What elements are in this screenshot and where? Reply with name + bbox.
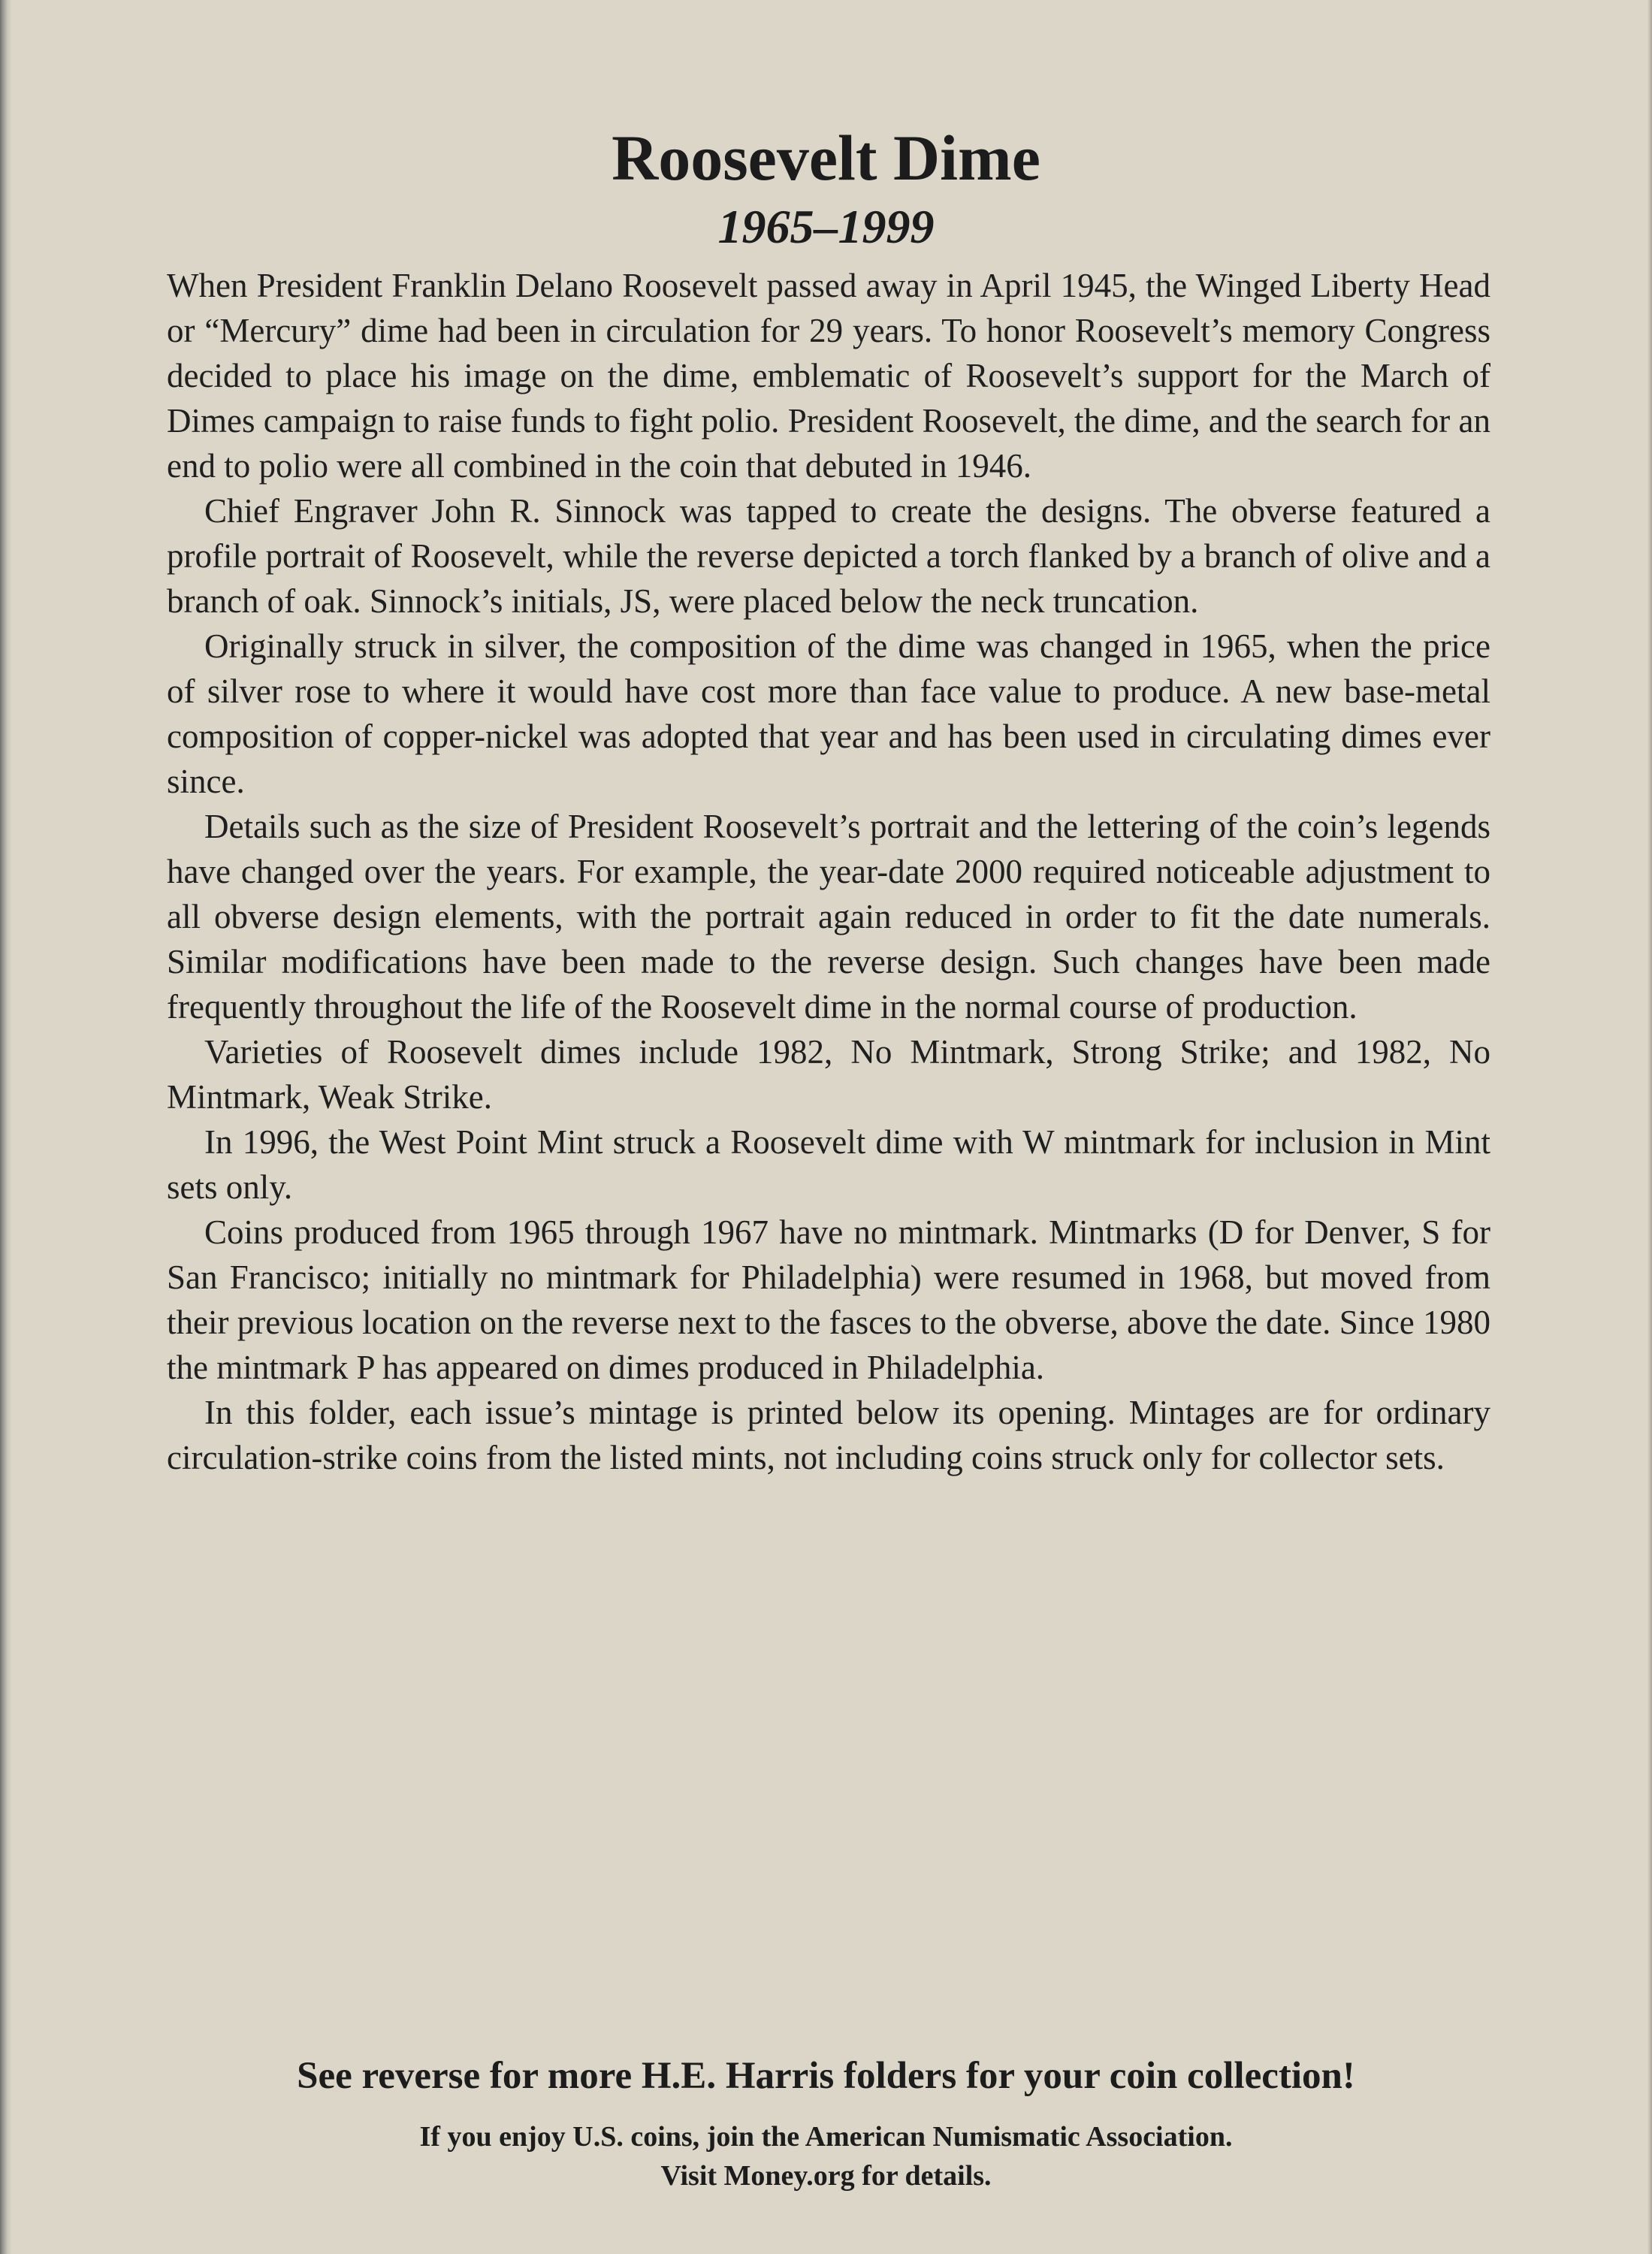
paragraph-mintages: In this folder, each issue’s mintage is printed below its opening. Mintages are for ordinary circulation-strike coins from the listed mints, not including coins struck only for collector sets. (167, 1394, 1490, 1476)
paragraph-designs: Chief Engraver John R. Sinnock was tapped to create the designs. The obverse featured a profile portrait of Roosevelt, while the reverse depicted a torch flanked by a branch of olive and a branch of oak. Sinnock’s initials, JS, were placed below the neck truncation. (167, 492, 1490, 620)
footer-promo: See reverse for more H.E. Harris folders for your coin collection! (297, 2055, 1355, 2097)
page-left-edge (0, 0, 12, 2254)
paragraph-west-point: In 1996, the West Point Mint struck a Roosevelt dime with W mintmark for inclusion in Mint sets only. (167, 1123, 1490, 1206)
paragraph-composition: Originally struck in silver, the composition of the dime was changed in 1965, when the price of silver rose to where it would have cost more than face value to produce. A new base-metal composition of copper-nickel was adopted that year and has been used in circulating dimes ever since. (167, 627, 1490, 800)
footer-ana-notice (0, 2117, 1652, 2195)
footer-website-line: Visit Money.org for details. (660, 2160, 992, 2192)
article-body (167, 263, 1490, 1480)
page-right-edge (1647, 0, 1652, 2254)
footer-ana-line: If you enjoy U.S. coins, join the American Numismatic Association. (419, 2121, 1233, 2153)
paragraph-varieties: Varieties of Roosevelt dimes include 1982, No Mintmark, Strong Strike; and 1982, No Mintmark, Weak Strike. (167, 1033, 1490, 1116)
paragraph-history: When President Franklin Delano Roosevelt passed away in April 1945, the Winged Liberty Head or “Mercury” dime had been in circulation for 29 years. To honor Roosevelt’s memory Congress decided to place his image on the dime, emblematic of Roosevelt’s support for the March of Dimes campaign to raise funds to fight polio. President Roosevelt, the dime, and the search for an end to polio were all combined in the coin that debuted in 1946. (167, 267, 1490, 485)
paragraph-mintmarks: Coins produced from 1965 through 1967 have no mintmark. Mintmarks (D for Denver, S for San Francisco; initially no mintmark for Philadelphia) were resumed in 1968, but moved from their previous location on the reverse next to the fasces to the obverse, above the date. Since 1980 the mintmark P has appeared on dimes produced in Philadelphia. (167, 1213, 1490, 1386)
page-title: Roosevelt Dime (612, 122, 1040, 194)
date-range-subtitle: 1965–1999 (717, 200, 935, 253)
paragraph-details: Details such as the size of President Roosevelt’s portrait and the lettering of the coin’s legends have changed over the years. For example, the year-date 2000 required noticeable adjustment to all obverse design elements, with the portrait again reduced in order to fit the date numerals. Similar modifications have been made to the reverse design. Such changes have been made frequently throughout the life of the Roosevelt dime in the normal course of production. (167, 808, 1490, 1026)
